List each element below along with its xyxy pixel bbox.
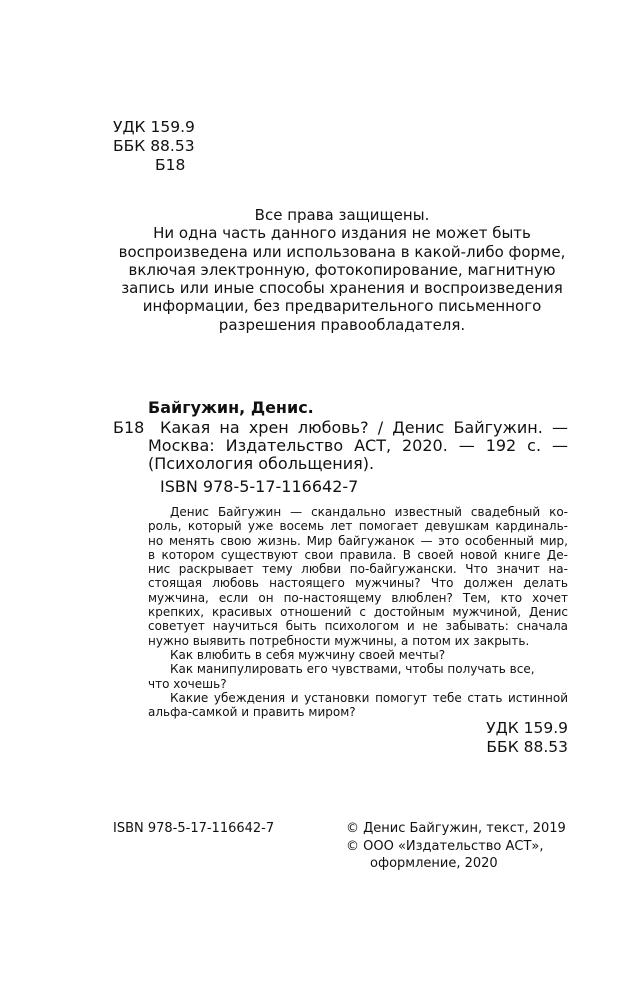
annotation-line: но менять свою жизнь. Мир байгужанок — это особенный мир, [148, 533, 568, 548]
annotation-line: роль, который уже восемь лет помогает девушкам кардиналь- [148, 519, 568, 534]
rights-notice-line: Все права защищены. [254, 206, 430, 224]
annotation-line: крепких, красивых отношений с достойным мужчиной, Денис [148, 605, 568, 620]
rights-notice-line: включая электронную, фотокопирование, магнитную [128, 260, 556, 279]
annotation-line: стоящая любовь настоящего мужчины? Что должен делать [148, 576, 568, 591]
catalog-isbn: ISBN 978-5-17-116642-7 [160, 477, 359, 496]
rights-notice-line: воспроизведена или использована в какой-либо форме, [118, 242, 566, 261]
annotation-line: нис раскрывает тему любви по-байгужански. Что значит на- [148, 562, 568, 577]
author-sign-top: Б18 [155, 156, 186, 174]
annotation-line: нужно выявить потребности мужчины, а потом их закрыть. [148, 633, 530, 648]
catalog-author-sign: Б18 [113, 418, 145, 437]
udk-code-bottom: УДК 159.9 [486, 719, 568, 737]
copyright-publisher-continued: оформление, 2020 [370, 856, 498, 871]
udk-code-top: УДК 159.9 [113, 118, 195, 136]
annotation-question: альфа-самкой и править миром? [148, 705, 356, 720]
copyright-author: © Денис Байгужин, текст, 2019 [346, 821, 566, 836]
rights-notice [100, 206, 584, 334]
rights-notice-line: запись или иные способы хранения и воспроизведения [121, 279, 563, 298]
annotation-line: в котором существуют свои правила. В своей новой книге Де- [148, 547, 568, 562]
bbk-code-bottom: ББК 88.53 [486, 738, 568, 756]
copyright-publisher: © ООО «Издательство АСТ», [346, 839, 544, 854]
annotation-question: что хочешь? [148, 676, 227, 691]
bbk-code-top: ББК 88.53 [113, 137, 195, 155]
annotation-question: Какие убеждения и установки помогут тебе стать истинной [170, 690, 568, 705]
annotation [148, 505, 568, 719]
catalog-author-heading: Байгужин, Денис. [148, 398, 314, 417]
rights-notice-line: Ни одна часть данного издания не может быть [153, 224, 531, 243]
annotation-line: мужчина, если он по-настоящему влюблен? Тем, кто хочет [148, 590, 568, 605]
annotation-line: советует научиться быть психологом и не забывать: сначала [148, 619, 568, 634]
annotation-question: Как влюбить в себя мужчину своей мечты? [170, 647, 446, 662]
catalog-imprint-line: Москва: Издательство АСТ, 2020. — 192 с. — [148, 437, 568, 455]
annotation-line: Денис Байгужин — скандально известный свадебный ко- [170, 505, 568, 519]
annotation-classification [400, 719, 568, 757]
footer-isbn: ISBN 978-5-17-116642-7 [113, 821, 275, 836]
annotation-question: Как манипулировать его чувствами, чтобы получать все, [170, 662, 535, 677]
rights-notice-line: информации, без предварительного письменного [142, 297, 542, 316]
catalog-series-line: (Психология обольщения). [148, 454, 375, 473]
rights-notice-line: разрешения правообладателя. [218, 315, 466, 334]
catalog-title-line: Какая на хрен любовь? / Денис Байгужин. — [160, 419, 568, 437]
